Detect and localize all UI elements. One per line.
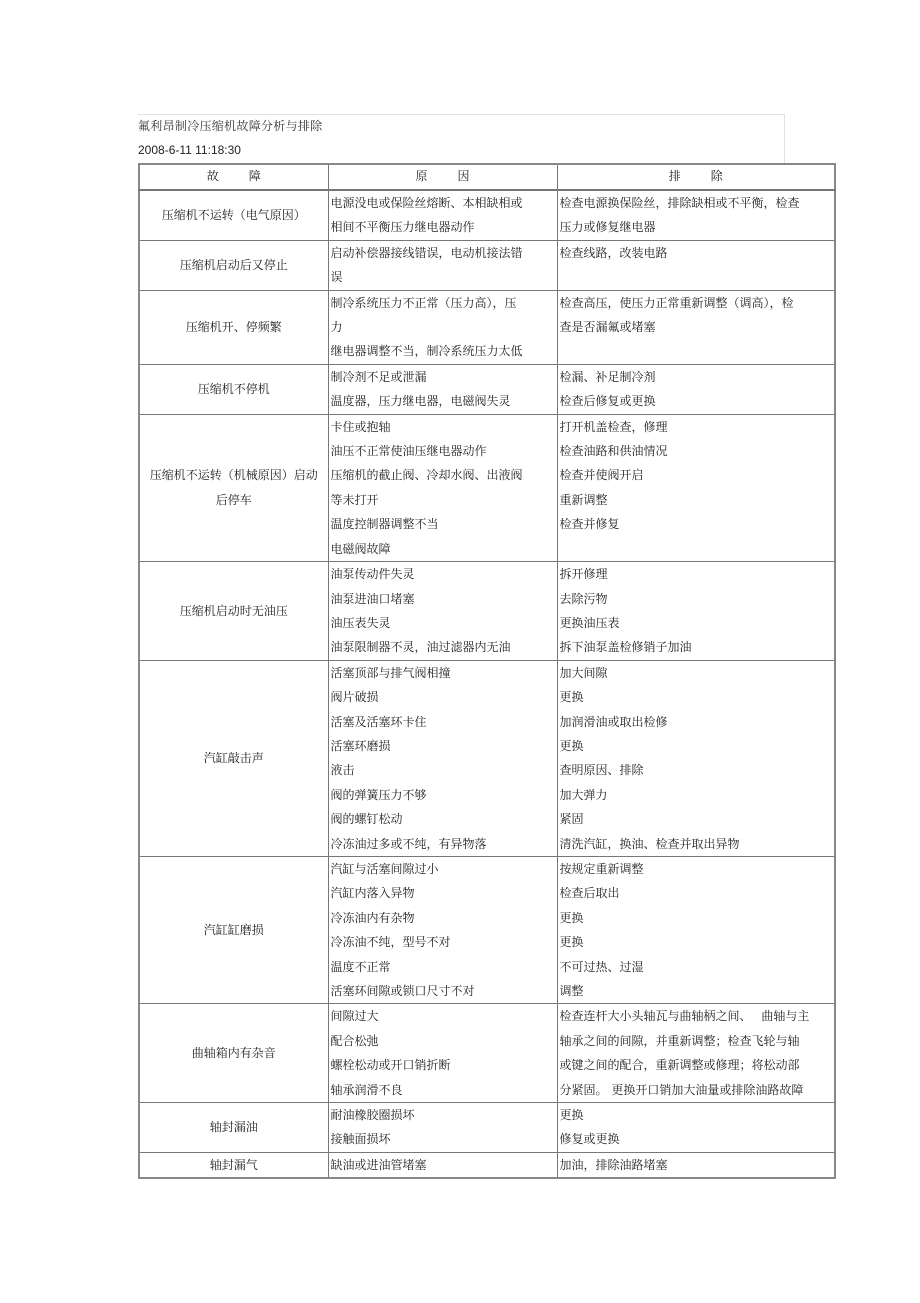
remedy-line: 不可过热、过湿 — [559, 959, 644, 974]
remedy-line: 修复或更换 — [559, 1132, 620, 1147]
header-remedy: 排 除 — [557, 164, 835, 190]
cause-line: 耐油橡胶圈损坏 — [330, 1108, 415, 1123]
remedy-line: 按规定重新调整 — [559, 861, 644, 876]
table-header-row — [139, 164, 835, 190]
remedy-line: 去除污物 — [559, 591, 608, 606]
fault-cell: 轴封漏气 — [139, 1152, 328, 1178]
remedy-cell — [557, 414, 835, 561]
cause-line: 继电器调整不当，制冷系统压力太低 — [330, 344, 523, 359]
cause-line: 配合松弛 — [330, 1033, 379, 1048]
table-body — [139, 190, 835, 1178]
cause-line: 温度控制器调整不当 — [330, 517, 439, 532]
cause-cell — [328, 856, 557, 1003]
remedy-line: 检查油路和供油情况 — [559, 444, 668, 459]
cause-line: 轴承润滑不良 — [330, 1082, 403, 1097]
cause-cell — [328, 364, 557, 414]
remedy-line: 加油，排除油路堵塞 — [559, 1157, 668, 1172]
remedy-cell — [557, 856, 835, 1003]
table-row — [139, 562, 835, 661]
fault-analysis-table — [138, 163, 836, 1179]
remedy-line: 检查后修复或更换 — [559, 394, 656, 409]
cause-cell — [328, 1152, 557, 1178]
remedy-line: 检查电源换保险丝，排除缺相或不平衡，检查 — [559, 196, 800, 210]
cause-line: 冷冻油过多或不纯，有异物落 — [330, 836, 487, 851]
remedy-cell — [557, 190, 835, 240]
cause-line: 压缩机的截止阀、冷却水阀、出液阀 — [330, 468, 523, 483]
remedy-line: 检查连杆大小头轴瓦与曲轴柄之间、 曲轴与主 — [559, 1009, 810, 1024]
cause-cell — [328, 190, 557, 240]
remedy-line: 检查高压，使压力正常重新调整（调高），检 — [559, 295, 794, 310]
cause-line: 电源没电或保险丝熔断、本相缺相或 — [330, 196, 523, 210]
table-row — [139, 1152, 835, 1178]
cause-line: 相间不平衡压力继电器动作 — [330, 220, 475, 235]
remedy-cell — [557, 660, 835, 856]
fault-cell: 轴封漏油 — [139, 1103, 328, 1153]
cause-cell — [328, 290, 557, 364]
cause-cell — [328, 1103, 557, 1153]
document-date: 2008-6-11 11:18:30 — [138, 143, 241, 157]
cause-line: 温度器，压力继电器，电磁阀失灵 — [330, 394, 511, 409]
table-row — [139, 364, 835, 414]
remedy-line: 检查后取出 — [559, 886, 620, 901]
remedy-cell — [557, 240, 835, 290]
cause-line: 接触面损坏 — [330, 1132, 391, 1147]
cause-line: 制冷系统压力不正常（压力高），压 — [330, 295, 517, 310]
remedy-cell — [557, 290, 835, 364]
remedy-line: 清洗汽缸，换油、检查并取出异物 — [559, 836, 740, 851]
remedy-line: 分紧固。 更换开口销加大油量或排除油路故障 — [559, 1082, 804, 1097]
fault-cell: 压缩机启动时无油压 — [139, 562, 328, 661]
fault-cell: 汽缸敲击声 — [139, 660, 328, 856]
remedy-line: 拆下油泵盖检修销子加油 — [559, 640, 692, 655]
fault-cell: 压缩机开、停频繁 — [139, 290, 328, 364]
table-row — [139, 414, 835, 561]
table-row — [139, 240, 835, 290]
cause-line: 缺油或进油管堵塞 — [330, 1157, 427, 1172]
cause-line: 冷冻油内有杂物 — [330, 910, 415, 925]
header-cause: 原 因 — [328, 164, 557, 190]
cause-line: 汽缸与活塞间隙过小 — [330, 861, 439, 876]
cause-line: 油泵限制器不灵，油过滤器内无油 — [330, 640, 511, 655]
remedy-line: 更换 — [559, 935, 584, 950]
cause-line: 液击 — [330, 763, 355, 778]
remedy-cell — [557, 364, 835, 414]
remedy-line: 更换 — [559, 738, 584, 753]
remedy-cell — [557, 1004, 835, 1103]
table-row — [139, 856, 835, 1003]
remedy-cell — [557, 1103, 835, 1153]
cause-line: 温度不正常 — [330, 959, 391, 974]
remedy-line: 检查并修复 — [559, 517, 620, 532]
remedy-line: 更换油压表 — [559, 615, 620, 630]
table-row — [139, 1004, 835, 1103]
remedy-line: 检查并使阀开启 — [559, 468, 644, 483]
cause-line: 活塞顶部与排气阀相撞 — [330, 665, 451, 680]
remedy-line: 轴承之间的间隙，并重新调整；检查飞轮与轴 — [559, 1033, 800, 1048]
document-title: 氟利昂制冷压缩机故障分析与排除 — [138, 119, 323, 133]
cause-line: 力 — [330, 320, 343, 335]
fault-cell: 压缩机不停机 — [139, 364, 328, 414]
remedy-line: 更换 — [559, 910, 584, 925]
cause-line: 冷冻油不纯，型号不对 — [330, 935, 451, 950]
cause-line: 汽缸内落入异物 — [330, 886, 415, 901]
cause-line: 等未打开 — [330, 492, 379, 507]
cause-line: 误 — [330, 270, 343, 285]
remedy-line: 拆开修理 — [559, 567, 608, 582]
table-row — [139, 1103, 835, 1153]
cause-line: 油泵传动件失灵 — [330, 567, 415, 582]
cause-line: 阀的螺钉松动 — [330, 812, 403, 827]
remedy-line: 压力或修复继电器 — [559, 220, 656, 235]
remedy-line: 检漏、补足制冷剂 — [559, 369, 656, 384]
cause-line: 启动补偿器接线错误，电动机接法错 — [330, 245, 523, 260]
remedy-line: 查明原因、排除 — [559, 763, 644, 778]
fault-cell: 压缩机不运转（机械原因）启动后停车 — [139, 414, 328, 561]
remedy-line: 更换 — [559, 1108, 584, 1123]
cause-line: 制冷剂不足或泄漏 — [330, 369, 427, 384]
cause-line: 阀片破损 — [330, 690, 379, 705]
cause-line: 油压表失灵 — [330, 615, 391, 630]
remedy-cell — [557, 1152, 835, 1178]
cause-cell — [328, 562, 557, 661]
cause-line: 活塞环间隙或锁口尺寸不对 — [330, 984, 475, 998]
cause-line: 阀的弹簧压力不够 — [330, 787, 427, 802]
cause-line: 间隙过大 — [330, 1009, 379, 1024]
table-row — [139, 660, 835, 856]
remedy-line: 加润滑油或取出检修 — [559, 714, 668, 729]
fault-cell: 汽缸缸磨损 — [139, 856, 328, 1003]
remedy-line: 查是否漏氟或堵塞 — [559, 320, 656, 335]
remedy-line: 打开机盖检查，修理 — [559, 419, 668, 434]
fault-cell: 压缩机启动后又停止 — [139, 240, 328, 290]
cause-cell — [328, 1004, 557, 1103]
remedy-line: 加大间隙 — [559, 665, 608, 680]
cause-line: 活塞环磨损 — [330, 738, 391, 753]
fault-cell: 曲轴箱内有杂音 — [139, 1004, 328, 1103]
cause-line: 油泵进油口堵塞 — [330, 591, 415, 606]
remedy-line: 加大弹力 — [559, 787, 608, 802]
fault-cell: 压缩机不运转（电气原因） — [139, 190, 328, 240]
remedy-line: 调整 — [559, 984, 584, 998]
header-fault: 故 障 — [139, 164, 328, 190]
remedy-line: 或键之间的配合，重新调整或修理；将松动部 — [559, 1058, 800, 1073]
cause-line: 卡住或抱轴 — [330, 419, 391, 434]
cause-cell — [328, 660, 557, 856]
table-row — [139, 290, 835, 364]
remedy-line: 重新调整 — [559, 492, 608, 507]
cause-cell — [328, 240, 557, 290]
cause-cell — [328, 414, 557, 561]
cause-line: 油压不正常使油压继电器动作 — [330, 444, 487, 459]
remedy-line: 更换 — [559, 690, 584, 705]
remedy-cell — [557, 562, 835, 661]
cause-line: 活塞及活塞环卡住 — [330, 714, 427, 729]
cause-line: 螺栓松动或开口销折断 — [330, 1058, 451, 1073]
cause-line: 电磁阀故障 — [330, 541, 391, 556]
table-row — [139, 190, 835, 240]
remedy-line: 紧固 — [559, 812, 584, 827]
remedy-line: 检查线路，改装电路 — [559, 245, 668, 260]
